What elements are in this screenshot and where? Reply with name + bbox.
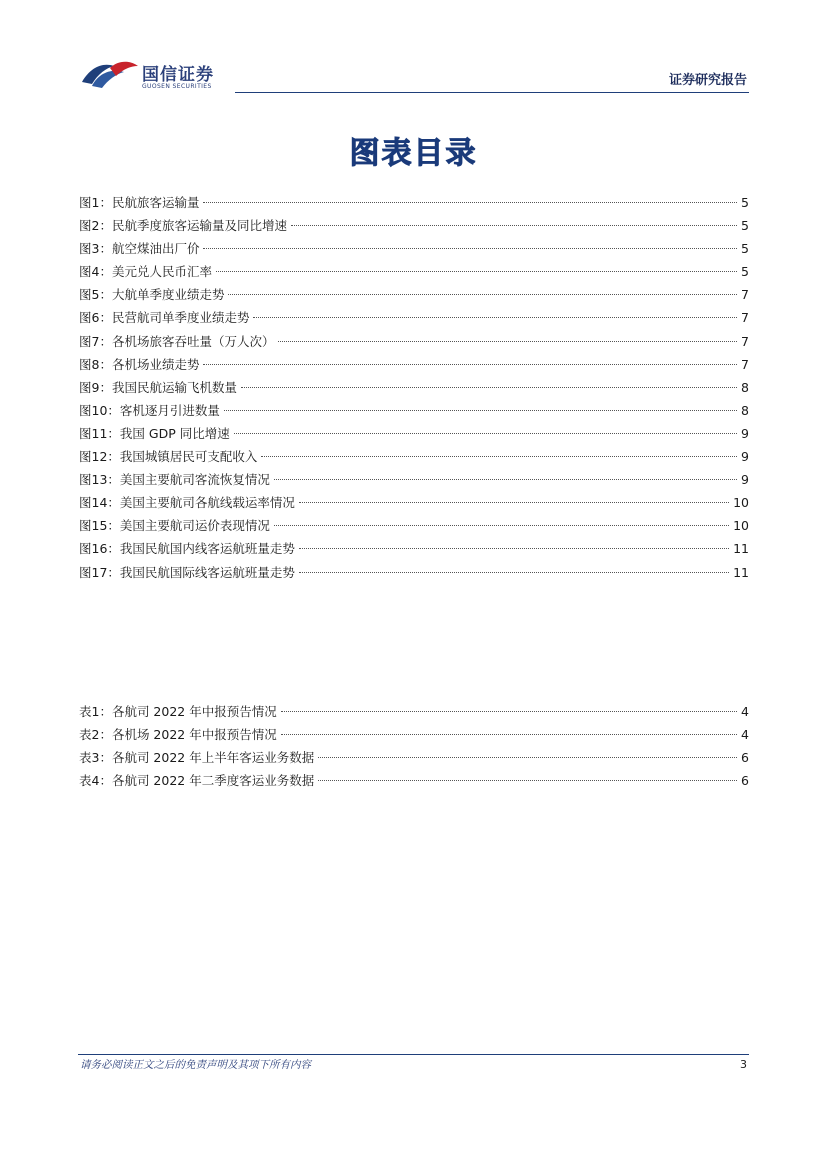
entry-label: 航空煤油出厂价 <box>111 241 200 257</box>
entry-page-number: 10 <box>733 518 749 534</box>
dot-leader <box>241 373 737 388</box>
entry-label: 民营航司单季度业绩走势 <box>111 310 250 326</box>
brand-name-en: GUOSEN SECURITIES <box>142 83 212 90</box>
guosen-logo[interactable] <box>80 58 240 98</box>
dot-leader <box>203 234 737 249</box>
dot-leader <box>299 558 729 573</box>
table-toc-entry[interactable] <box>79 770 749 793</box>
entry-number: 表2： <box>79 727 112 743</box>
entry-page-number: 8 <box>741 379 749 395</box>
entry-page-number: 5 <box>741 218 749 234</box>
entry-number: 表1： <box>79 704 112 719</box>
entry-number: 图8： <box>79 356 112 372</box>
dot-leader <box>278 327 737 342</box>
entry-number: 图7： <box>79 333 112 349</box>
dot-leader <box>253 303 737 318</box>
entry-label: 各机场 2022 年中报预告情况 <box>111 727 277 743</box>
entry-label: 美元兑人民币汇率 <box>111 264 212 280</box>
dot-leader <box>224 396 737 411</box>
entry-label: 我国民航国际线客运航班量走势 <box>119 564 295 580</box>
entry-page-number: 5 <box>741 264 749 280</box>
dot-leader <box>203 188 737 203</box>
entry-number: 图1： <box>79 195 112 210</box>
entry-number: 图10： <box>79 402 120 418</box>
entry-label: 民航季度旅客运输量及同比增速 <box>111 218 287 234</box>
entry-label: 各机场旅客吞吐量（万人次） <box>111 333 275 349</box>
entry-number: 图12： <box>79 449 120 465</box>
entry-label: 美国主要航司客流恢复情况 <box>119 472 270 488</box>
entry-number: 图2： <box>79 218 112 234</box>
dot-leader <box>274 511 729 526</box>
entry-page-number: 6 <box>741 773 749 789</box>
entry-page-number: 4 <box>741 727 749 743</box>
footer-divider <box>78 1054 749 1055</box>
entry-label: 客机逐月引进数量 <box>119 402 220 418</box>
entry-number: 图11： <box>79 425 120 441</box>
entry-page-number: 11 <box>733 564 749 580</box>
dot-leader <box>261 442 737 457</box>
entry-number: 图6： <box>79 310 112 326</box>
entry-label: 各航司 2022 年上半年客运业务数据 <box>111 750 315 766</box>
entry-number: 图17： <box>79 564 120 580</box>
entry-page-number: 8 <box>741 402 749 418</box>
entry-page-number: 10 <box>733 495 749 511</box>
entry-label: 各航司 2022 年二季度客运业务数据 <box>111 773 315 789</box>
entry-label: 我国民航运输飞机数量 <box>111 379 237 395</box>
entry-label: 民航旅客运输量 <box>111 195 200 210</box>
entry-page-number: 6 <box>741 750 749 766</box>
entry-number: 图4： <box>79 264 112 280</box>
dot-leader <box>203 350 737 365</box>
dot-leader <box>216 257 737 272</box>
entry-number: 图9： <box>79 379 112 395</box>
guosen-logo-icon <box>80 58 140 92</box>
dot-leader <box>318 766 737 781</box>
entry-label: 各机场业绩走势 <box>111 356 200 372</box>
entry-page-number: 11 <box>733 541 749 557</box>
figure-list <box>79 192 749 585</box>
entry-label: 我国民航国内线客运航班量走势 <box>119 541 295 557</box>
entry-number: 表4： <box>79 773 112 789</box>
dot-leader <box>274 465 737 480</box>
entry-page-number: 7 <box>741 356 749 372</box>
entry-label: 大航单季度业绩走势 <box>111 287 225 303</box>
brand-name-cn: 国信证券 <box>142 65 214 85</box>
table-list <box>79 701 749 793</box>
entry-page-number: 7 <box>741 310 749 326</box>
entry-number: 图13： <box>79 472 120 488</box>
dot-leader <box>281 720 737 735</box>
entry-label: 我国 GDP 同比增速 <box>119 425 230 441</box>
dot-leader <box>299 488 729 503</box>
page-number: 3 <box>740 1058 747 1071</box>
entry-label: 各航司 2022 年中报预告情况 <box>111 704 277 719</box>
entry-page-number: 7 <box>741 333 749 349</box>
entry-number: 图14： <box>79 495 120 511</box>
dot-leader <box>299 534 729 549</box>
dot-leader <box>318 743 737 758</box>
entry-number: 图3： <box>79 241 112 257</box>
document-type-label: 证券研究报告 <box>668 73 747 88</box>
page-title: 图表目录 <box>349 136 478 171</box>
entry-number: 表3： <box>79 750 112 766</box>
entry-number: 图5： <box>79 287 112 303</box>
page-header <box>0 0 827 100</box>
entry-number: 图16： <box>79 541 120 557</box>
entry-page-number: 4 <box>741 704 749 719</box>
dot-leader <box>281 697 737 712</box>
entry-page-number: 9 <box>741 425 749 441</box>
entry-number: 图15： <box>79 518 120 534</box>
footer-disclaimer: 请务必阅读正文之后的免责声明及其项下所有内容 <box>80 1059 311 1071</box>
entry-page-number: 5 <box>741 195 749 210</box>
entry-page-number: 9 <box>741 449 749 465</box>
header-divider <box>235 92 749 93</box>
entry-label: 美国主要航司各航线载运率情况 <box>119 495 295 511</box>
figure-toc-entry[interactable] <box>79 562 749 585</box>
dot-leader <box>291 211 737 226</box>
entry-label: 美国主要航司运价表现情况 <box>119 518 270 534</box>
entry-page-number: 5 <box>741 241 749 257</box>
entry-page-number: 7 <box>741 287 749 303</box>
entry-label: 我国城镇居民可支配收入 <box>119 449 258 465</box>
entry-page-number: 9 <box>741 472 749 488</box>
dot-leader <box>234 419 737 434</box>
dot-leader <box>228 280 737 295</box>
